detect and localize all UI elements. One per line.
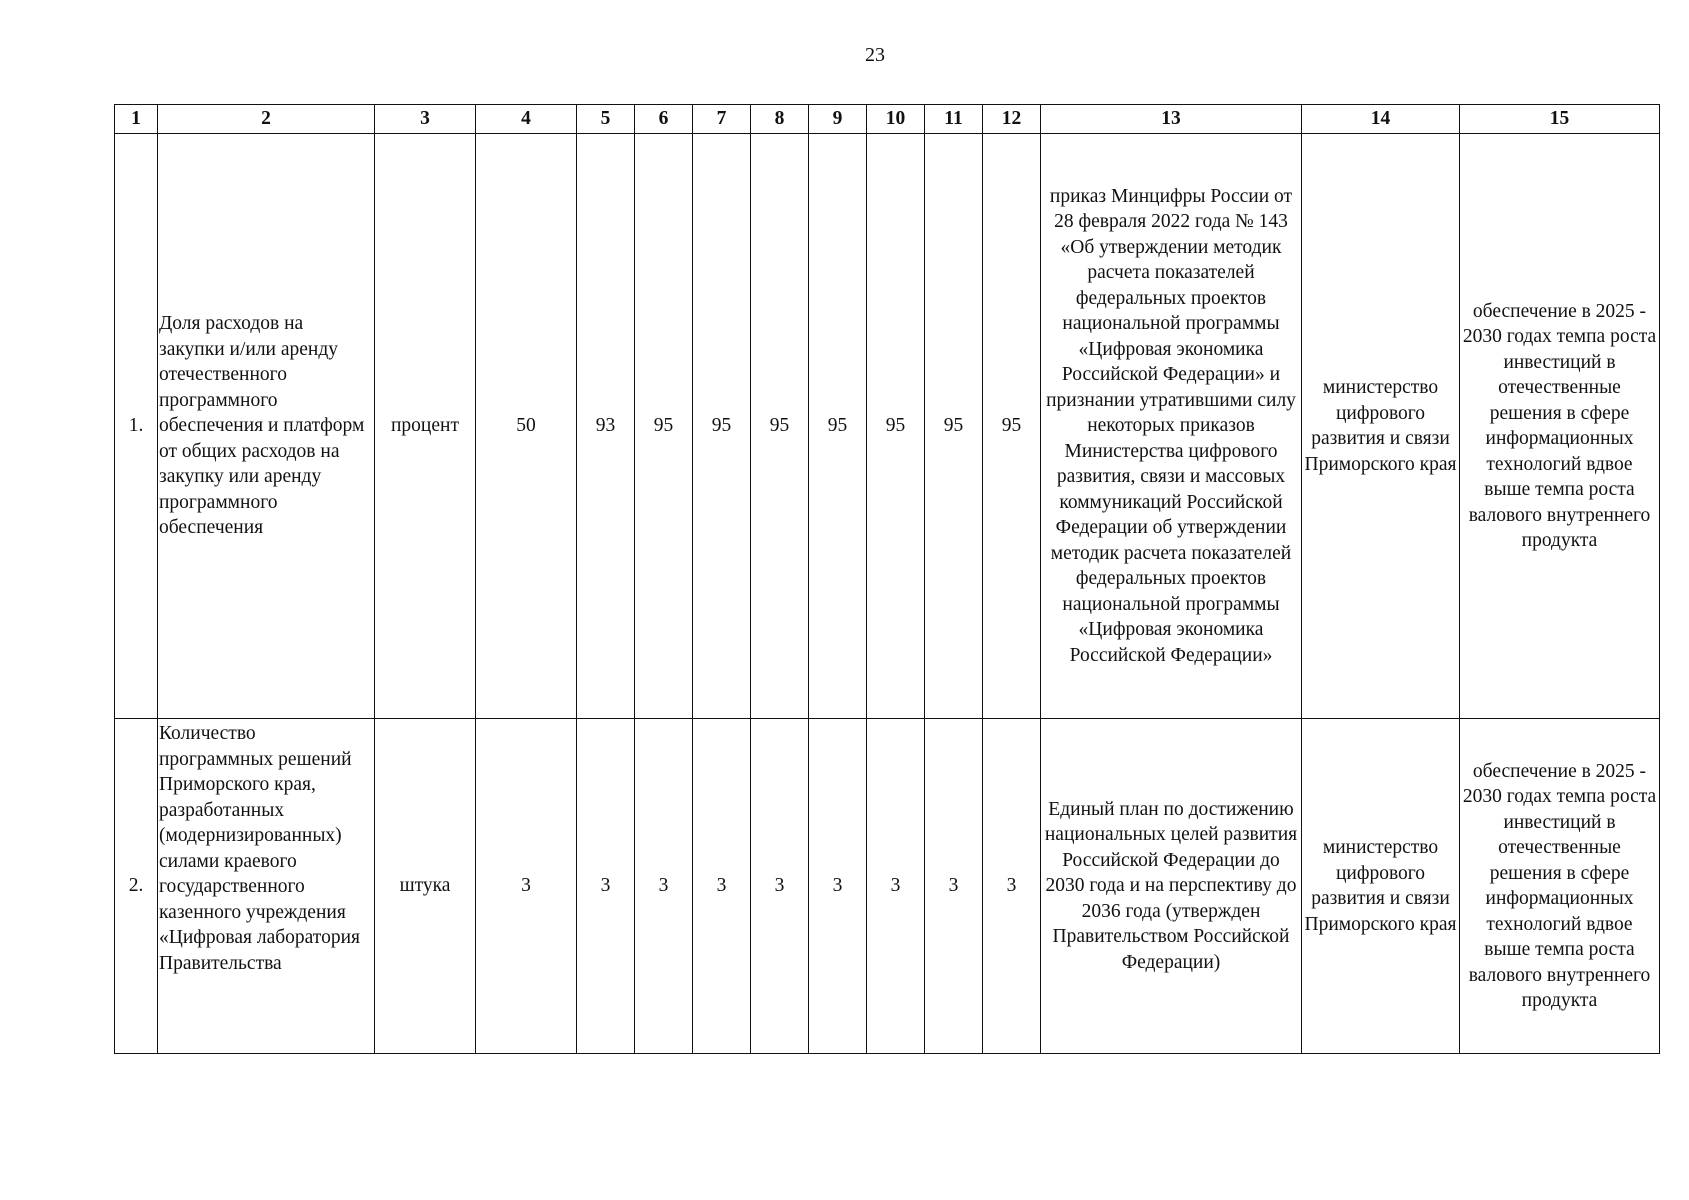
value-cell: 95 — [635, 134, 693, 719]
value-cell: 93 — [577, 134, 635, 719]
indicator-text: Доля расходов на закупки и/или аренду отечественного программного обеспечения и платформ от общих расходов на закупку или аренду программного обеспечения — [159, 313, 365, 539]
column-header: 14 — [1302, 105, 1460, 134]
value-cell: 3 — [983, 719, 1041, 1054]
column-header: 5 — [577, 105, 635, 134]
goal-description: обеспечение в 2025 - 2030 годах темпа роста инвестиций в отечественные решения в сфере информационных технологий вдвое выше темпа роста валового внутреннего продукта — [1460, 134, 1660, 719]
column-header: 4 — [476, 105, 577, 134]
unit-of-measure: процент — [375, 134, 476, 719]
goal-description: обеспечение в 2025 - 2030 годах темпа роста инвестиций в отечественные решения в сфере информационных технологий вдвое выше темпа роста валового внутреннего продукта — [1460, 719, 1660, 1054]
column-header: 6 — [635, 105, 693, 134]
column-header: 3 — [375, 105, 476, 134]
column-header: 11 — [925, 105, 983, 134]
column-header: 7 — [693, 105, 751, 134]
responsible-body: министерство цифрового развития и связи Приморского края — [1302, 134, 1460, 719]
value-cell: 95 — [809, 134, 867, 719]
value-cell: 3 — [693, 719, 751, 1054]
value-cell: 95 — [983, 134, 1041, 719]
value-cell: 50 — [476, 134, 577, 719]
source-document: приказ Минцифры России от 28 февраля 2022 года № 143 «Об утверждении методик расчета показателей федеральных проектов национальной программы «Цифровая экономика Российской Федерации» и признании утратившими силу некоторых приказов Министерства цифрового развития, связи и массовых коммуникаций Российской Федерации об утверждении методик расчета показателей федеральных проектов национальной программы «Цифровая экономика Российской Федерации» — [1041, 134, 1302, 719]
table-row — [115, 134, 1660, 719]
column-header: 1 — [115, 105, 158, 134]
value-cell: 3 — [925, 719, 983, 1054]
value-cell: 3 — [635, 719, 693, 1054]
value-cell: 95 — [925, 134, 983, 719]
table-row — [115, 719, 1660, 1054]
indicators-table — [114, 104, 1660, 1054]
column-header: 13 — [1041, 105, 1302, 134]
indicator-text: Количество программных решений Приморского края, разработанных (модернизированных) силами краевого государственного казенного учреждения «Цифровая лаборатория Правительства — [159, 723, 360, 974]
value-cell: 3 — [809, 719, 867, 1054]
value-cell: 95 — [693, 134, 751, 719]
column-header: 10 — [867, 105, 925, 134]
column-header: 2 — [158, 105, 375, 134]
source-document: Единый план по достижению национальных целей развития Российской Федерации до 2030 года и на перспективу до 2036 года (утвержден Правительством Российской Федерации) — [1041, 719, 1302, 1054]
column-header: 15 — [1460, 105, 1660, 134]
indicator-name — [158, 719, 375, 1054]
value-cell: 3 — [577, 719, 635, 1054]
row-number: 1. — [115, 134, 158, 719]
row-number: 2. — [115, 719, 158, 1054]
value-cell: 3 — [751, 719, 809, 1054]
unit-of-measure: штука — [375, 719, 476, 1054]
table-header-row — [115, 105, 1660, 134]
value-cell: 95 — [867, 134, 925, 719]
responsible-body: министерство цифрового развития и связи Приморского края — [1302, 719, 1460, 1054]
column-header: 8 — [751, 105, 809, 134]
value-cell: 3 — [476, 719, 577, 1054]
indicator-name — [158, 134, 375, 719]
value-cell: 3 — [867, 719, 925, 1054]
page-number: 23 — [865, 44, 885, 66]
value-cell: 95 — [751, 134, 809, 719]
column-header: 12 — [983, 105, 1041, 134]
column-header: 9 — [809, 105, 867, 134]
